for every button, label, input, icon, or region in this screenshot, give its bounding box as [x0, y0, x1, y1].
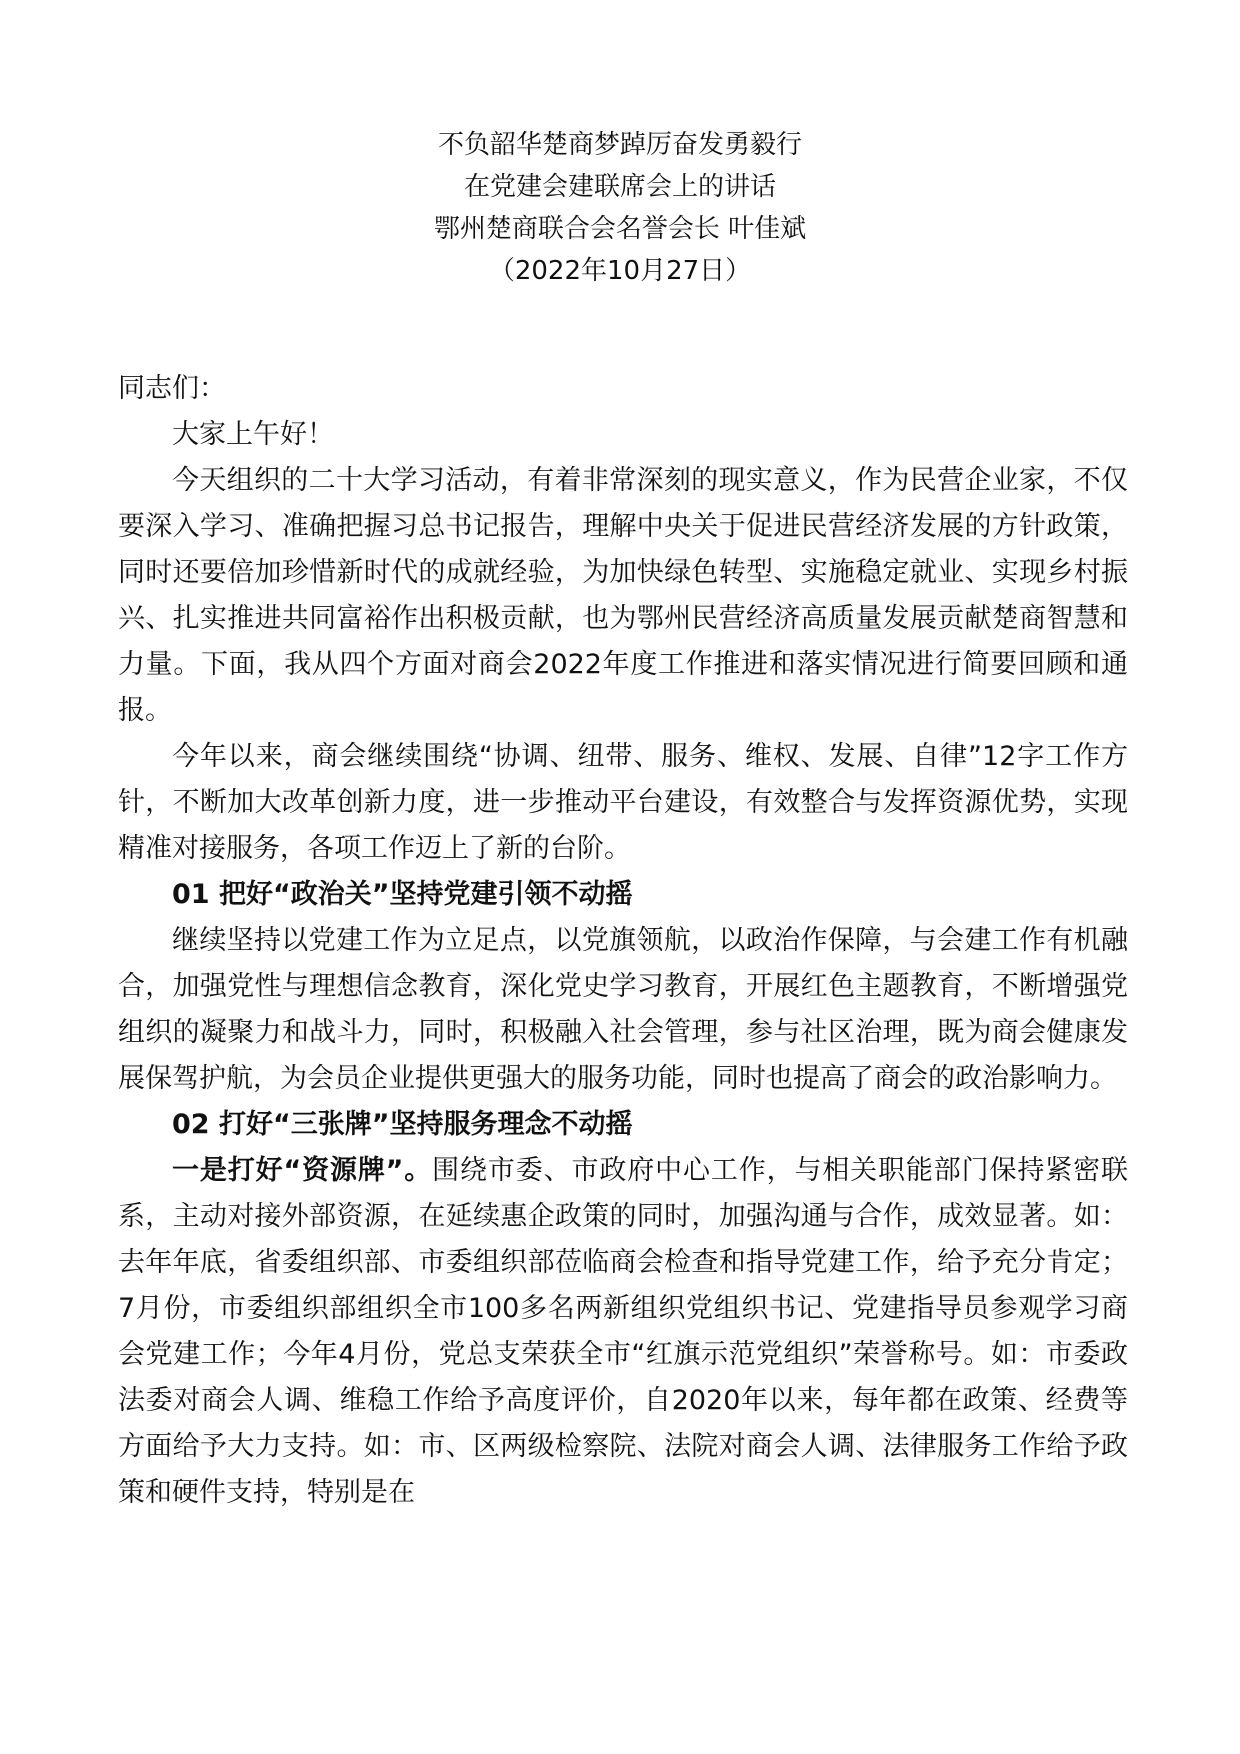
title-block	[0, 124, 1240, 292]
section-heading-01: 01 把好“政治关”坚持党建引领不动摇	[172, 879, 633, 910]
paragraph-1: 今天组织的二十大学习活动，有着非常深刻的现实意义，作为民营企业家，不仅要深入学习、准确把握习总书记报告，理解中央关于促进民营经济发展的方针政策，同时还要倍加珍惜新时代的成就经验，为加快绿色转型、实施稳定就业、实现乡村振兴、扎实推进共同富裕作出积极贡献，也为鄂州民营经济高质量发展贡献楚商智慧和力量。下面，我从四个方面对商会2022年度工作推进和落实情况进行简要回顾和通报。	[118, 465, 1128, 726]
paragraph-4-text: 围绕市委、市政府中心工作，与相关职能部门保持紧密联系，主动对接外部资源，在延续惠企政策的同时，加强沟通与合作，成效显著。如：去年年底，省委组织部、市委组织部莅临商会检查和指导党建工作，给予充分肯定；7月份，市委组织部组织全市100多名两新组织党组织书记、党建指导员参观学习商会党建工作；今年4月份，党总支荣获全市“红旗示范党组织”荣誉称号。如：市委政法委对商会人调、维稳工作给予高度评价，自2020年以来，每年都在政策、经费等方面给予大力支持。如：市、区两级检察院、法院对商会人调、法律服务工作给予政策和硬件支持，特别是在	[118, 1155, 1128, 1508]
greeting-paragraph: 大家上午好！	[172, 419, 334, 450]
salutation: 同志们：	[118, 373, 226, 404]
speaker-line: 鄂州楚商联合会名誉会长 叶佳斌	[433, 214, 807, 244]
paragraph-2: 今年以来，商会继续围绕“协调、纽带、服务、维权、发展、自律”12字工作方针，不断加大改革创新力度，进一步推动平台建设，有效整合与发挥资源优势，实现精准对接服务，各项工作迈上了新的台阶。	[118, 741, 1128, 864]
date-line: （2022年10月27日）	[488, 256, 752, 286]
paragraph-4-lead: 一是打好“资源牌”。	[172, 1155, 433, 1186]
paragraph-4	[118, 1148, 1128, 1516]
speech-body	[118, 366, 1128, 1516]
paragraph-3: 继续坚持以党建工作为立足点，以党旗领航，以政治作保障，与会建工作有机融合，加强党性与理想信念教育，深化党史学习教育，开展红色主题教育，不断增强党组织的凝聚力和战斗力，同时，积极融入社会管理，参与社区治理，既为商会健康发展保驾护航，为会员企业提供更强大的服务功能，同时也提高了商会的政治影响力。	[118, 925, 1128, 1094]
section-heading-02: 02 打好“三张牌”坚持服务理念不动摇	[172, 1109, 633, 1140]
document-title: 不负韶华楚商梦踔厉奋发勇毅行	[437, 130, 802, 160]
document-subtitle: 在党建会建联席会上的讲话	[463, 172, 776, 202]
